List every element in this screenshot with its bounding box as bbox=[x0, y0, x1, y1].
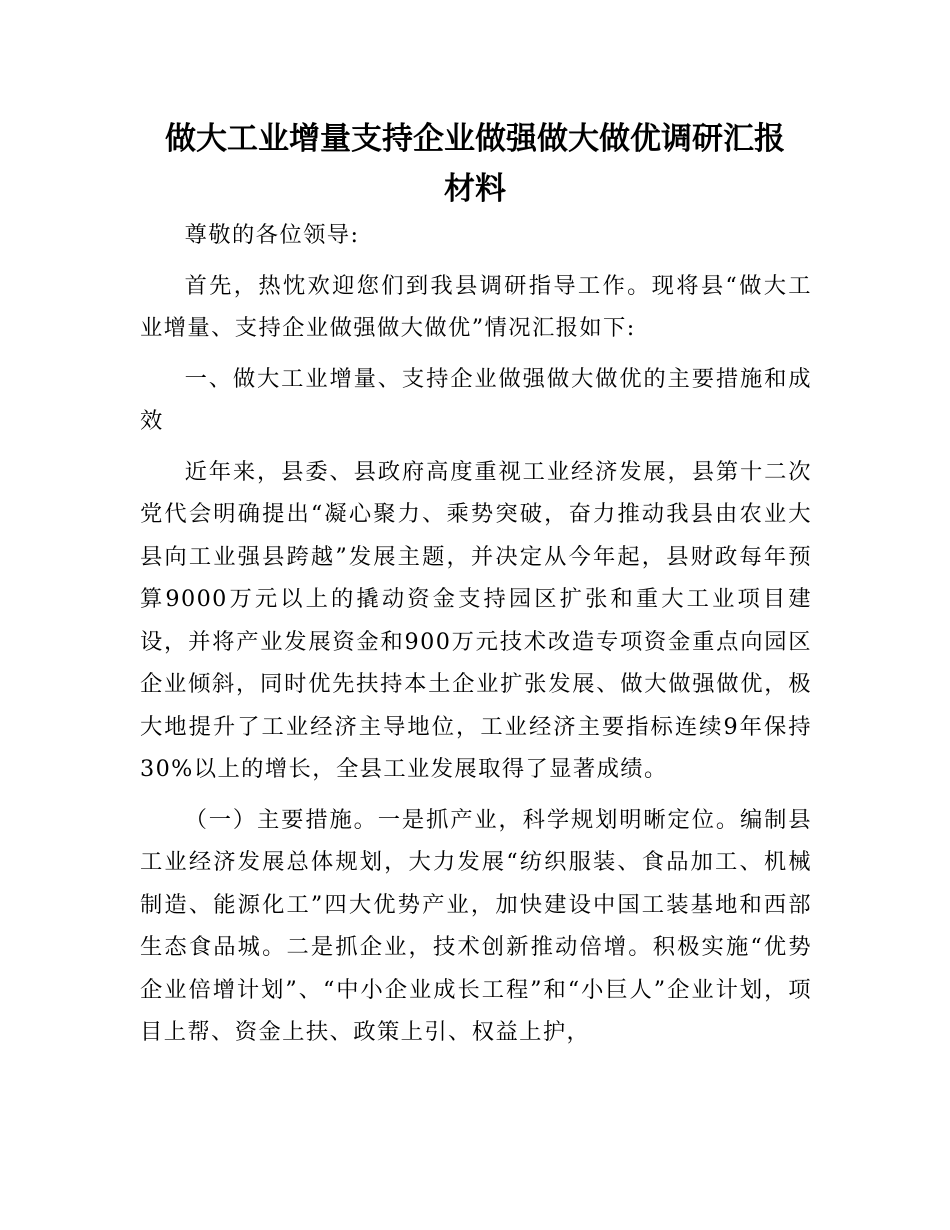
document-body bbox=[140, 214, 812, 1062]
section-heading-1: 一、做大工业增量、支持企业做强做大做优的主要措施和成效 bbox=[140, 365, 812, 434]
title-line-1: 做大工业增量支持企业做强做大做优调研汇报 bbox=[165, 121, 785, 157]
intro-paragraph: 首先，热忱欢迎您们到我县调研指导工作。现将县“做大工业增量、支持企业做强做大做优”情况汇报如下: bbox=[140, 272, 812, 341]
document-title bbox=[140, 114, 810, 214]
title-line-2: 材料 bbox=[444, 171, 506, 207]
overview-paragraph: 近年来，县委、县政府高度重视工业经济发展，县第十二次党代会明确提出“凝心聚力、乘势突破，奋力推动我县由农业大县向工业强县跨越”发展主题，并决定从今年起，县财政每年预算9000万元以上的撬动资金支持园区扩张和重大工业项目建设，并将产业发展资金和900万元技术改造专项资金重点向园区企业倾斜，同时优先扶持本土企业扩张发展、做大做强做优，极大地提升了工业经济主导地位，工业经济主要指标连续9年保持30%以上的增长，全县工业发展取得了显著成绩。 bbox=[140, 458, 812, 782]
measures-paragraph: （一）主要措施。一是抓产业，科学规划明晰定位。编制县工业经济发展总体规划，大力发展“纺织服装、食品加工、机械制造、能源化工”四大优势产业，加快建设中国工装基地和西部生态食品城。二是抓企业，技术创新推动倍增。积极实施“优势企业倍增计划”、“中小企业成长工程”和“小巨人”企业计划，项目上帮、资金上扶、政策上引、权益上护， bbox=[140, 806, 812, 1045]
greeting-paragraph: 尊敬的各位领导: bbox=[184, 222, 360, 248]
